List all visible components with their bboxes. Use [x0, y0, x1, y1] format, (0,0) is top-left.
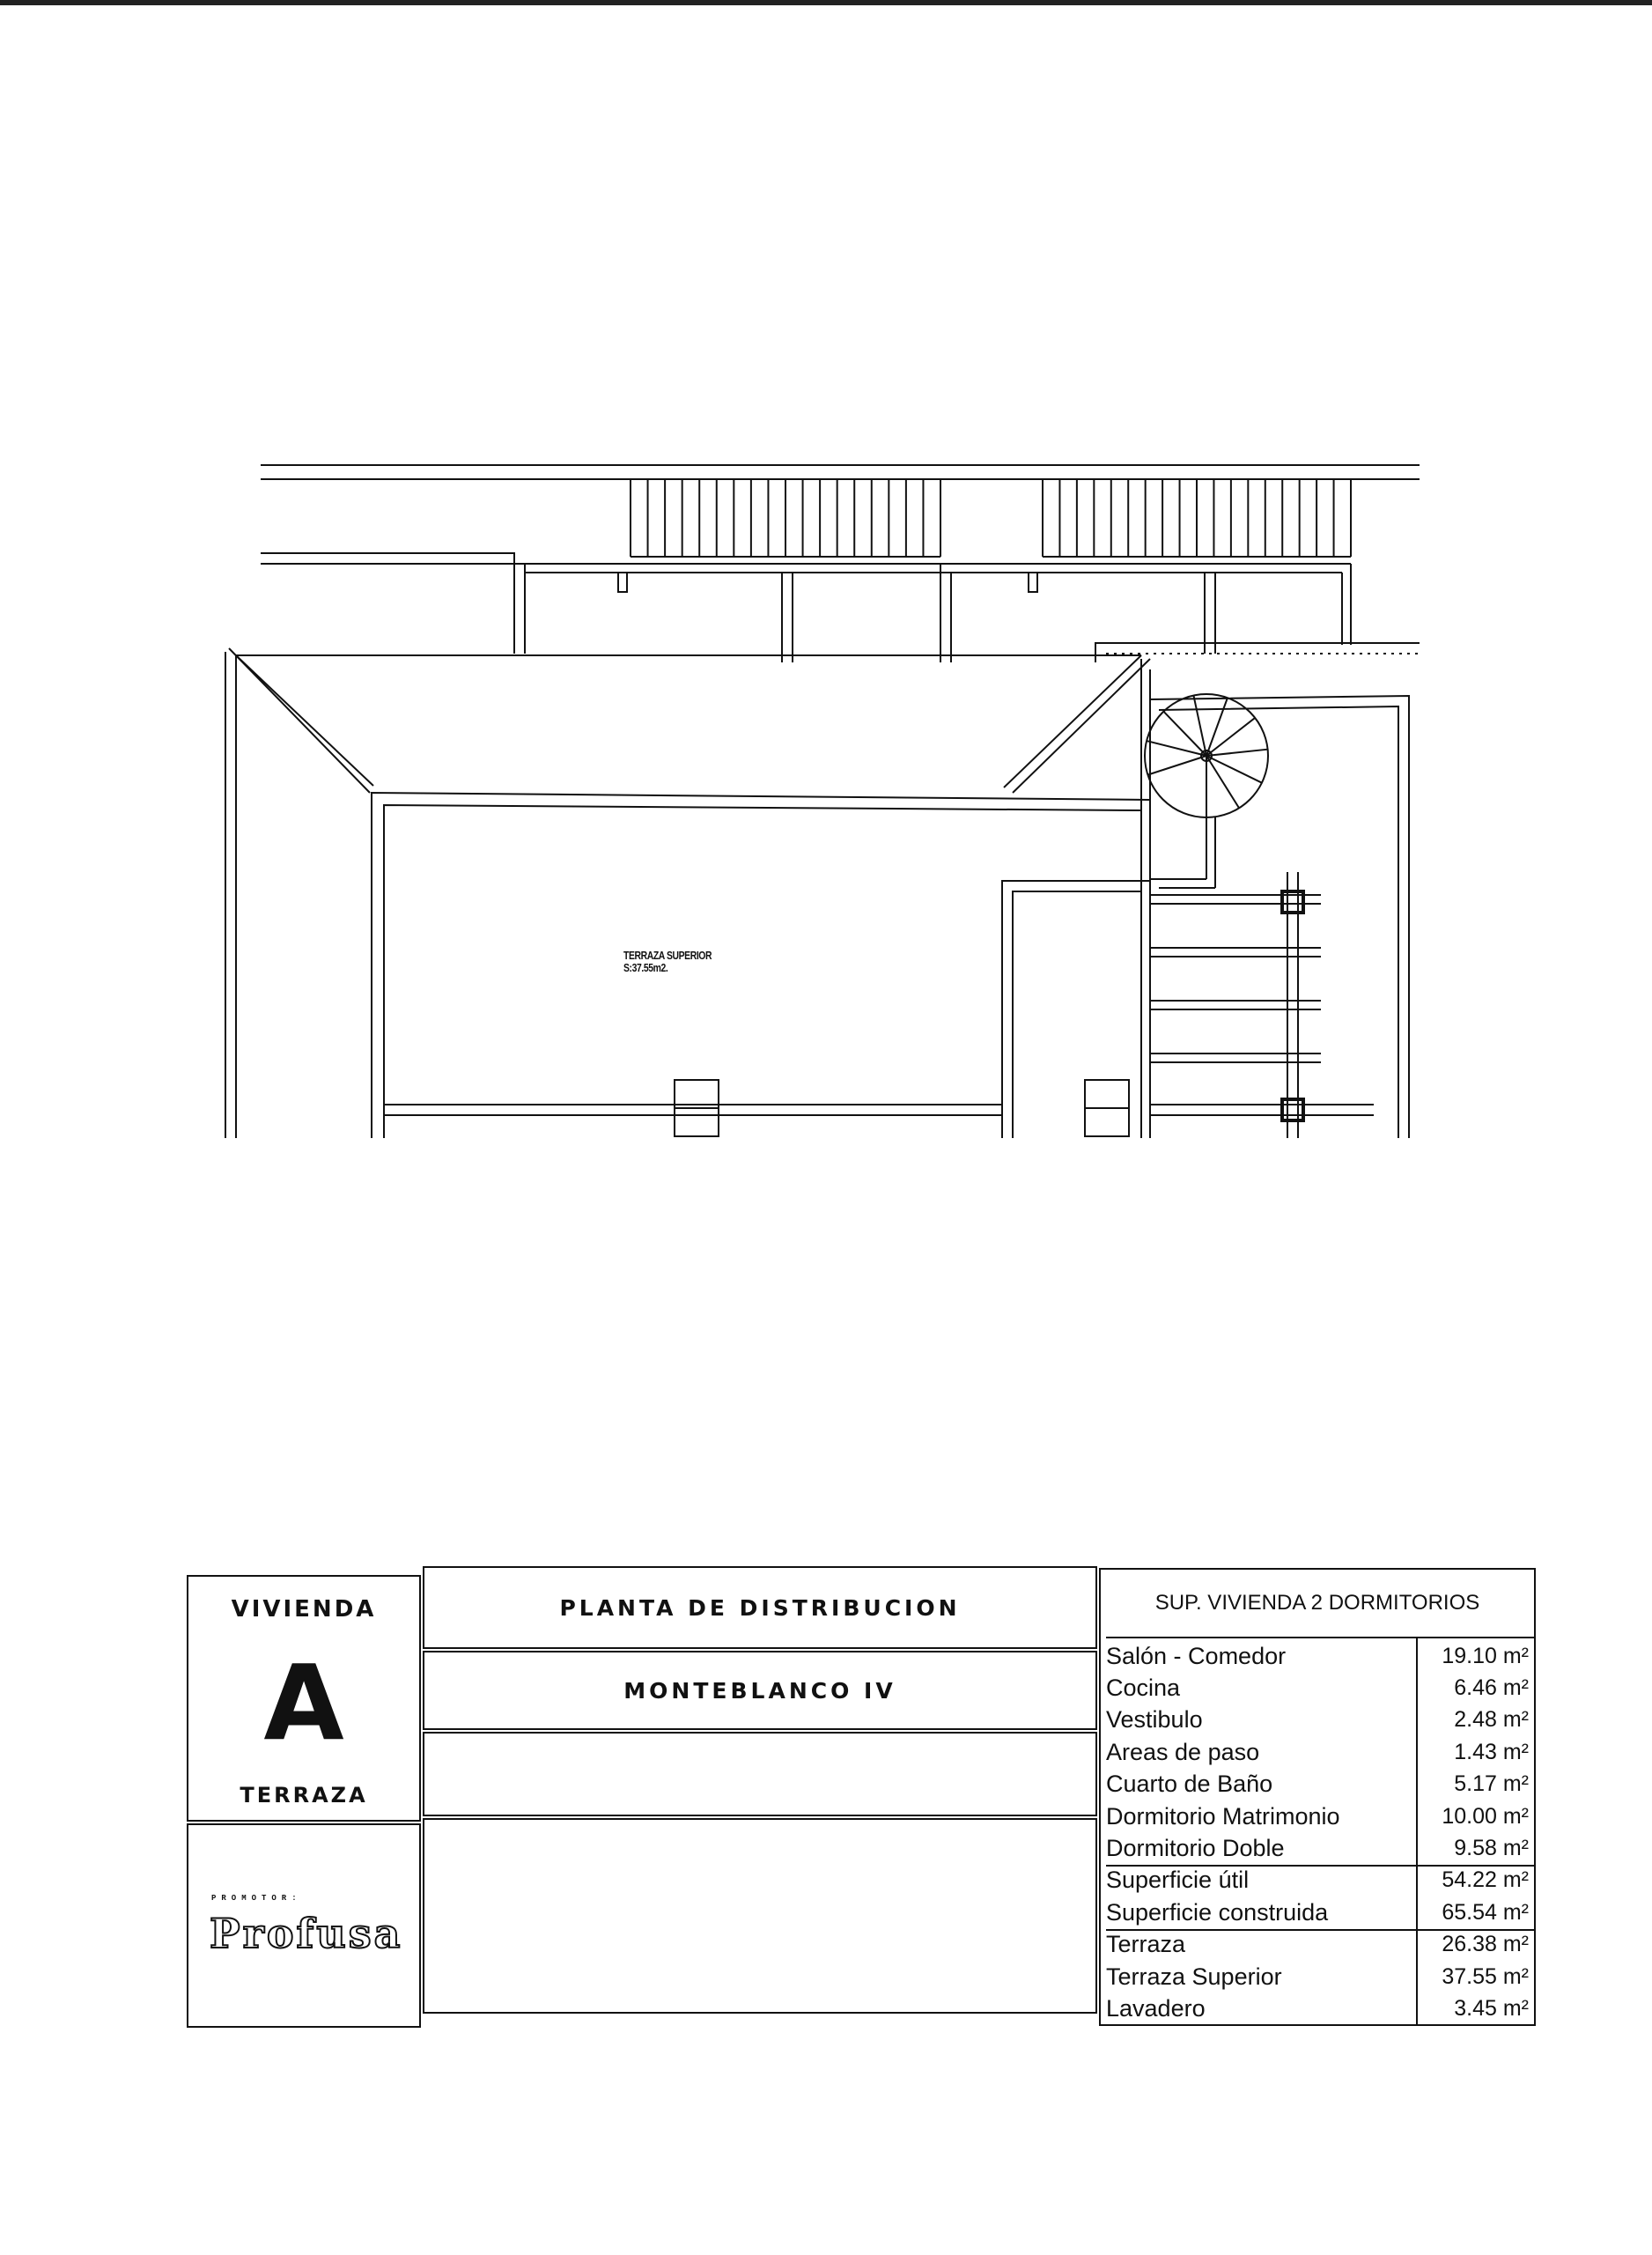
empty-notes-cell — [423, 1818, 1097, 2014]
surface-row-label: Salón - Comedor — [1106, 1642, 1287, 1669]
terrace-room-area: S:37.55m2. — [623, 961, 668, 974]
project-name: MONTEBLANCO IV — [623, 1677, 896, 1704]
surface-row-value: 65.54 m² — [1442, 1899, 1529, 1925]
surface-row — [1106, 1865, 1529, 1896]
surface-row-value: 10.00 m² — [1442, 1803, 1529, 1829]
surface-row — [1106, 1800, 1529, 1832]
promotor-cell — [187, 1823, 421, 2028]
surface-row-value: 2.48 m² — [1454, 1707, 1529, 1733]
vivienda-label: VIVIENDA — [231, 1596, 377, 1623]
surface-row-value: 54.22 m² — [1442, 1867, 1529, 1893]
vivienda-cell — [187, 1575, 421, 1822]
plan-title: PLANTA DE DISTRIBUCION — [559, 1594, 961, 1621]
surface-row-label: Areas de paso — [1106, 1738, 1260, 1765]
surface-row-label: Superficie construida — [1106, 1898, 1329, 1926]
promotor-label: PROMOTOR: — [211, 1894, 302, 1903]
vivienda-type: TERRAZA — [240, 1783, 368, 1808]
surface-row-label: Dormitorio Matrimonio — [1106, 1802, 1340, 1830]
empty-title-cell — [423, 1732, 1097, 1816]
terrace-room-name: TERRAZA SUPERIOR — [623, 949, 712, 962]
surface-row — [1106, 1832, 1529, 1864]
surface-row — [1106, 1640, 1529, 1672]
surface-row-label: Terraza — [1106, 1931, 1186, 1958]
surface-row-label: Terraza Superior — [1106, 1963, 1282, 1990]
promotor-logo: Profusa — [210, 1910, 403, 1957]
surface-row — [1106, 1672, 1529, 1704]
vivienda-letter: A — [263, 1642, 344, 1763]
surface-row-value: 9.58 m² — [1454, 1835, 1529, 1860]
surface-table-header: SUP. VIVIENDA 2 DORMITORIOS — [1154, 1591, 1480, 1615]
surface-row — [1106, 1896, 1529, 1928]
surface-row-value: 1.43 m² — [1454, 1739, 1529, 1764]
surface-row-value: 19.10 m² — [1442, 1643, 1529, 1668]
surface-row-label: Cocina — [1106, 1674, 1181, 1701]
surface-row — [1106, 1993, 1529, 2024]
surface-row-value: 37.55 m² — [1442, 1963, 1529, 1989]
surface-table — [1099, 1568, 1536, 2026]
project-name-cell — [423, 1651, 1097, 1730]
surface-row-value: 5.17 m² — [1454, 1771, 1529, 1797]
surface-row-label: Lavadero — [1106, 1994, 1206, 2022]
plan-title-cell — [423, 1566, 1097, 1649]
surface-row — [1106, 1769, 1529, 1800]
surface-row-label: Vestibulo — [1106, 1706, 1203, 1734]
surface-row — [1106, 1704, 1529, 1736]
surface-row-label: Superficie útil — [1106, 1867, 1250, 1894]
surface-row-label: Dormitorio Doble — [1106, 1834, 1285, 1861]
surface-row — [1106, 1961, 1529, 1993]
surface-row — [1106, 1929, 1529, 1961]
surface-row-value: 26.38 m² — [1442, 1932, 1529, 1957]
surface-row-value: 3.45 m² — [1454, 1995, 1529, 2021]
surface-row — [1106, 1736, 1529, 1768]
surface-row-label: Cuarto de Baño — [1106, 1771, 1273, 1798]
surface-row-value: 6.46 m² — [1454, 1675, 1529, 1700]
terrace-room-label — [623, 950, 712, 974]
